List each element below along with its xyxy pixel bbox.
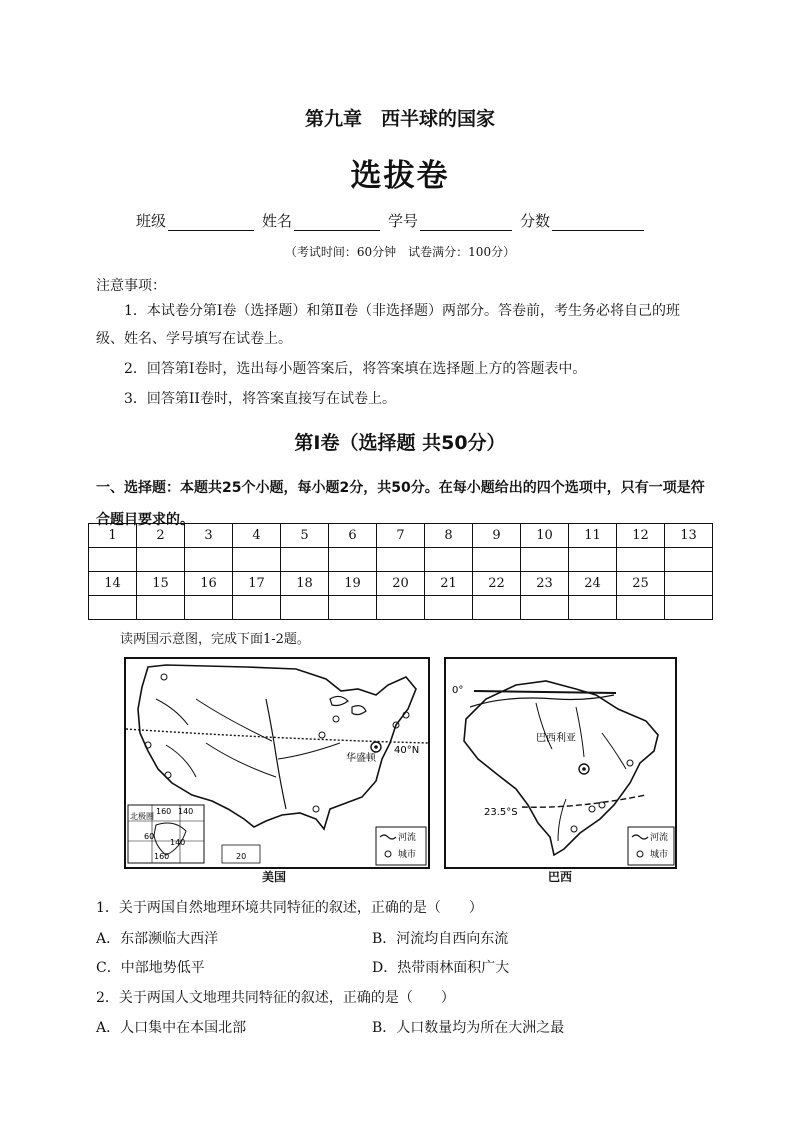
river bbox=[576, 707, 584, 757]
answer-cell[interactable] bbox=[329, 596, 377, 620]
answer-cell[interactable] bbox=[521, 596, 569, 620]
inset-number: 140 bbox=[170, 838, 186, 847]
answer-num-cell: 14 bbox=[89, 572, 137, 596]
answer-num-cell: 23 bbox=[521, 572, 569, 596]
exam-title: 选拔卷 bbox=[350, 158, 450, 194]
answer-num-cell: 17 bbox=[233, 572, 281, 596]
question-1-option-d[interactable]: D．热带雨林面积广大 bbox=[372, 960, 510, 976]
student-id-blank[interactable] bbox=[420, 216, 512, 231]
name-blank[interactable] bbox=[294, 216, 380, 231]
class-label: 班级 bbox=[136, 212, 167, 230]
section-title: 第Ⅰ卷（选择题 共50分） bbox=[294, 432, 506, 454]
class-blank[interactable] bbox=[168, 216, 254, 231]
name-label: 姓名 bbox=[262, 212, 293, 230]
chapter-title: 第九章 西半球的国家 bbox=[304, 108, 495, 130]
answer-num-cell: 22 bbox=[473, 572, 521, 596]
exam-time-info: （考试时间：60分钟 试卷满分：100分） bbox=[284, 245, 516, 259]
question-1-option-a[interactable]: A．东部濒临大西洋 bbox=[96, 931, 219, 947]
latitude-40n-label: 40°N bbox=[394, 745, 420, 756]
answer-cell[interactable] bbox=[281, 596, 329, 620]
answer-num-cell: 7 bbox=[377, 524, 425, 548]
usa-map-drawing bbox=[126, 659, 428, 867]
inset-number: 140 bbox=[178, 807, 194, 816]
legend-city-label: 城市 bbox=[650, 850, 669, 860]
answer-num-cell: 6 bbox=[329, 524, 377, 548]
city-icon bbox=[165, 772, 171, 778]
section-instruction: 一、选择题：本题共25个小题，每小题2分，共50分。在每小题给出的四个选项中，只有一项是符合题目要求的。 bbox=[96, 480, 705, 528]
answer-num-cell: 12 bbox=[617, 524, 665, 548]
read-prompt: 读两国示意图，完成下面1-2题。 bbox=[120, 632, 310, 647]
legend-river-label: 河流 bbox=[650, 833, 669, 843]
river bbox=[156, 699, 188, 725]
score-field bbox=[520, 210, 644, 231]
answer-cell[interactable] bbox=[233, 548, 281, 572]
answer-cell[interactable] bbox=[137, 548, 185, 572]
city-icon bbox=[571, 826, 577, 832]
student-id-field bbox=[388, 210, 512, 231]
score-blank[interactable] bbox=[552, 216, 644, 231]
note-item-2: 2．回答第Ⅰ卷时，选出每小题答案后，将答案填在选择题上方的答题表中。 bbox=[124, 361, 587, 377]
washington-label: 华盛顿 bbox=[346, 753, 376, 764]
answer-num-cell: 10 bbox=[521, 524, 569, 548]
answer-num-cell: 13 bbox=[665, 524, 713, 548]
brasilia-label: 巴西利亚 bbox=[536, 733, 576, 744]
city-icon bbox=[333, 716, 339, 722]
equator-line bbox=[474, 691, 616, 693]
name-field bbox=[262, 210, 380, 231]
answer-cell[interactable] bbox=[329, 548, 377, 572]
inset-number: 60 bbox=[144, 832, 155, 841]
usa-map-caption: 美国 bbox=[262, 870, 287, 884]
tropic-line bbox=[522, 795, 646, 807]
equator-label: 0° bbox=[452, 685, 464, 696]
answer-cell[interactable] bbox=[425, 548, 473, 572]
answer-num-cell: 5 bbox=[281, 524, 329, 548]
question-2-option-b[interactable]: B．人口数量均为所在大洲之最 bbox=[372, 1020, 565, 1036]
answer-cell[interactable] bbox=[617, 596, 665, 620]
legend-city-label: 城市 bbox=[398, 850, 417, 860]
brazil-map-caption: 巴西 bbox=[548, 870, 573, 884]
note-item-1: 1．本试卷分第Ⅰ卷（选择题）和第Ⅱ卷（非选择题）两部分。答卷前，考生务必将自己的班级、姓名、学号填写在试卷上。 bbox=[96, 303, 680, 347]
answer-num-cell bbox=[665, 572, 713, 596]
ohio-river bbox=[278, 743, 340, 759]
answer-num-cell: 18 bbox=[281, 572, 329, 596]
answer-num-cell: 24 bbox=[569, 572, 617, 596]
brazil-map-drawing bbox=[446, 659, 675, 867]
answer-blank-row bbox=[89, 548, 713, 572]
answer-cell[interactable] bbox=[377, 596, 425, 620]
student-id-label: 学号 bbox=[388, 212, 419, 230]
answer-num-cell: 9 bbox=[473, 524, 521, 548]
question-2-option-a[interactable]: A．人口集中在本国北部 bbox=[96, 1020, 247, 1036]
answer-cell[interactable] bbox=[233, 596, 281, 620]
note-item-3: 3．回答第II卷时，将答案直接写在试卷上。 bbox=[124, 391, 396, 407]
river bbox=[166, 745, 196, 777]
mississippi-river bbox=[266, 699, 286, 809]
tropic-label: 23.5°S bbox=[484, 807, 518, 818]
answer-table bbox=[88, 523, 713, 620]
answer-cell[interactable] bbox=[569, 548, 617, 572]
question-1-stem: 1．关于两国自然地理环境共同特征的叙述，正确的是（ ） bbox=[96, 900, 483, 916]
usa-map bbox=[124, 657, 430, 869]
answer-cell[interactable] bbox=[521, 548, 569, 572]
river bbox=[206, 743, 276, 777]
inset-number: 160 bbox=[156, 807, 172, 816]
answer-cell[interactable] bbox=[473, 596, 521, 620]
answer-num-cell: 8 bbox=[425, 524, 473, 548]
answer-num-cell: 20 bbox=[377, 572, 425, 596]
parana-river bbox=[558, 799, 566, 841]
capital-dot bbox=[374, 745, 378, 749]
score-label: 分数 bbox=[520, 212, 551, 230]
brazil-map bbox=[444, 657, 677, 869]
answer-cell[interactable] bbox=[185, 548, 233, 572]
class-field bbox=[136, 210, 254, 231]
answer-cell[interactable] bbox=[665, 596, 713, 620]
answer-num-cell: 1 bbox=[89, 524, 137, 548]
answer-cell[interactable] bbox=[425, 596, 473, 620]
legend-river-label: 河流 bbox=[398, 833, 417, 843]
city-icon bbox=[161, 674, 167, 680]
answer-cell[interactable] bbox=[617, 548, 665, 572]
great-lakes bbox=[330, 696, 366, 714]
answer-cell[interactable] bbox=[473, 548, 521, 572]
answer-num-cell: 15 bbox=[137, 572, 185, 596]
answer-number-row bbox=[89, 524, 713, 548]
answer-num-cell: 25 bbox=[617, 572, 665, 596]
notes-heading: 注意事项： bbox=[96, 278, 166, 294]
answer-cell[interactable] bbox=[377, 548, 425, 572]
answer-num-cell: 16 bbox=[185, 572, 233, 596]
answer-num-cell: 11 bbox=[569, 524, 617, 548]
city-icon bbox=[589, 806, 595, 812]
latitude-40n-line bbox=[126, 729, 428, 743]
answer-num-cell: 21 bbox=[425, 572, 473, 596]
question-1-option-c[interactable]: C．中部地势低平 bbox=[96, 960, 205, 976]
answer-num-cell: 4 bbox=[233, 524, 281, 548]
question-2-stem: 2．关于两国人文地理共同特征的叙述，正确的是（ ） bbox=[96, 990, 455, 1006]
city-icon bbox=[599, 802, 605, 808]
answer-num-cell: 2 bbox=[137, 524, 185, 548]
answer-cell[interactable] bbox=[137, 596, 185, 620]
answer-blank-row bbox=[89, 596, 713, 620]
answer-cell[interactable] bbox=[665, 548, 713, 572]
city-icon bbox=[319, 732, 325, 738]
student-info-fields bbox=[136, 210, 676, 231]
answer-cell[interactable] bbox=[89, 596, 137, 620]
arctic-circle-label: 北极圈 bbox=[130, 812, 154, 821]
inset-number: 20 bbox=[236, 852, 247, 861]
city-icon bbox=[313, 806, 319, 812]
city-icon bbox=[627, 760, 633, 766]
answer-cell[interactable] bbox=[185, 596, 233, 620]
answer-num-cell: 19 bbox=[329, 572, 377, 596]
sao-francisco-river bbox=[602, 733, 626, 769]
capital-dot bbox=[582, 767, 586, 771]
answer-cell[interactable] bbox=[281, 548, 329, 572]
answer-cell[interactable] bbox=[89, 548, 137, 572]
question-1-option-b[interactable]: B．河流均自西向东流 bbox=[372, 931, 509, 947]
missouri-river bbox=[196, 699, 272, 741]
inset-number: 160 bbox=[154, 852, 170, 861]
answer-num-cell: 3 bbox=[185, 524, 233, 548]
answer-number-row bbox=[89, 572, 713, 596]
answer-cell[interactable] bbox=[569, 596, 617, 620]
